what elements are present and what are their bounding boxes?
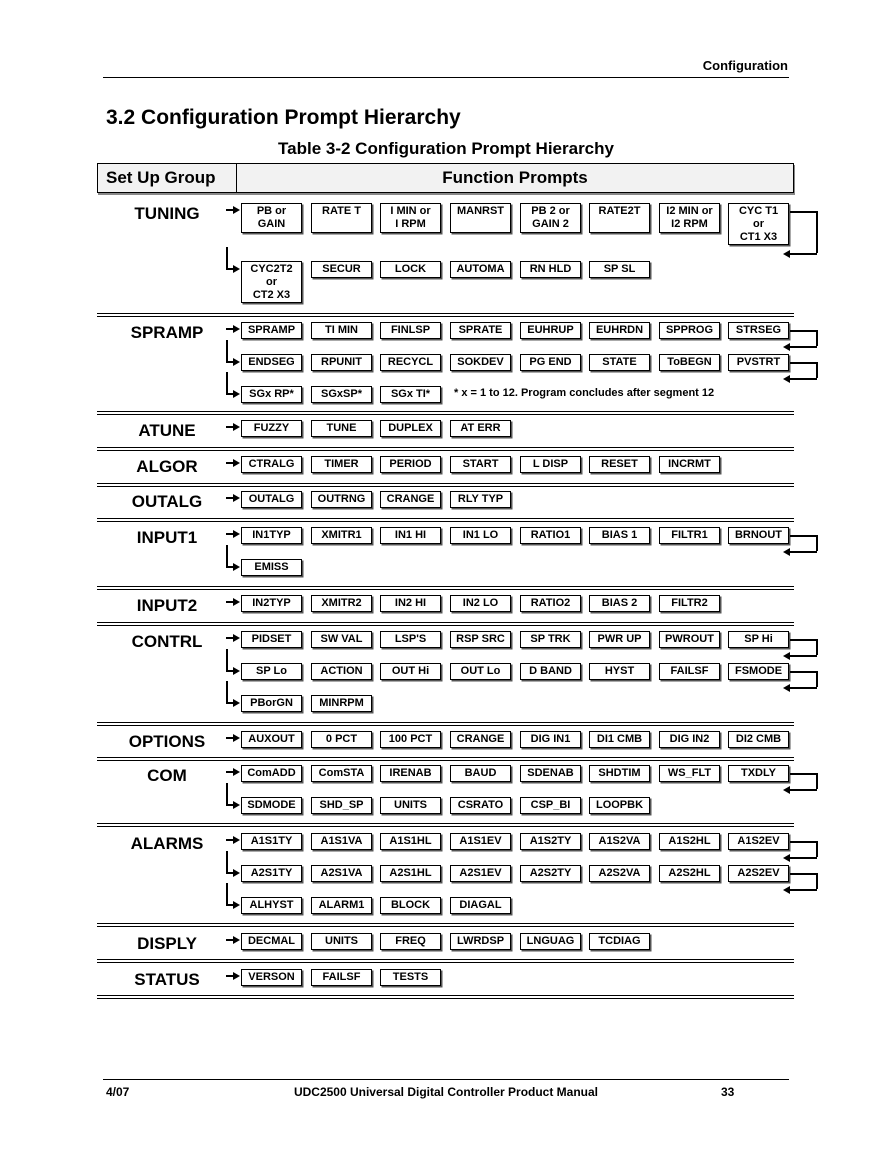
wrap-line-out — [790, 841, 817, 843]
prompt-box: WS_FLT — [659, 765, 720, 782]
entry-arrow-head — [233, 494, 240, 502]
prompt-box: SGx RP* — [241, 386, 302, 403]
group-label: INPUT1 — [136, 528, 198, 547]
wrap-line-out — [790, 873, 817, 875]
prompt-box: IN2TYP — [241, 595, 302, 612]
prompt-box: CYC T1 or CT1 X3 — [728, 203, 789, 245]
wrap-line-down — [816, 671, 818, 687]
table-title — [0, 139, 892, 159]
wrap-line-back — [790, 655, 817, 657]
prompt-box: PIDSET — [241, 631, 302, 648]
prompt-box: MINRPM — [311, 695, 372, 712]
prompt-box: UNITS — [380, 797, 441, 814]
prompt-box: LOOPBK — [589, 797, 650, 814]
wrap-arrow-head — [783, 375, 790, 383]
group-label: ALARMS — [130, 834, 204, 853]
wrap-line-down — [816, 639, 818, 655]
wrap-line-out — [790, 535, 817, 537]
wrap-arrow-head — [783, 652, 790, 660]
prompt-box: A2S1VA — [311, 865, 372, 882]
wrap-arrow-head — [783, 854, 790, 862]
prompt-box: PB 2 or GAIN 2 — [520, 203, 581, 233]
wrap-arrow-head — [783, 343, 790, 351]
prompt-box: ComADD — [241, 765, 302, 782]
wrap-line-back — [790, 857, 817, 859]
prompt-box: IN2 HI — [380, 595, 441, 612]
prompt-box: UNITS — [311, 933, 372, 950]
wrap-line-down — [816, 773, 818, 789]
group-separator — [97, 411, 794, 415]
entry-arrow-head — [233, 423, 240, 431]
footer-rule — [103, 1079, 789, 1080]
prompt-box: MANRST — [450, 203, 511, 233]
prompt-box: A2S2VA — [589, 865, 650, 882]
entry-arrow-head — [233, 768, 240, 776]
wrap-arrow-head — [783, 684, 790, 692]
wrap-line-out — [790, 330, 817, 332]
wrap-line-back — [790, 889, 817, 891]
group-label: OUTALG — [131, 492, 203, 511]
prompt-box: HYST — [589, 663, 650, 680]
prompt-box: IN1 HI — [380, 527, 441, 544]
prompt-box: SOKDEV — [450, 354, 511, 371]
prompt-box: SHDTIM — [589, 765, 650, 782]
prompt-box: FREQ — [380, 933, 441, 950]
prompt-box: A1S2VA — [589, 833, 650, 850]
entry-arrow-head — [233, 936, 240, 944]
prompt-box: PB or GAIN — [241, 203, 302, 233]
continuation-arrow-head — [233, 358, 240, 366]
prompt-box: SGxSP* — [311, 386, 372, 403]
entry-arrow-head — [233, 459, 240, 467]
prompt-box: CRANGE — [380, 491, 441, 508]
prompt-box: SPRATE — [450, 322, 511, 339]
prompt-box: STRSEG — [728, 322, 789, 339]
continuation-line-v — [226, 340, 228, 362]
prompt-box: LNGUAG — [520, 933, 581, 950]
wrap-line-out — [790, 773, 817, 775]
col-header-function-prompts: Function Prompts — [442, 168, 588, 187]
prompt-box: RESET — [589, 456, 650, 473]
prompt-box: SP Lo — [241, 663, 302, 680]
group-separator — [97, 959, 794, 963]
wrap-arrow-head — [783, 250, 790, 258]
wrap-line-back — [790, 789, 817, 791]
wrap-line-down — [816, 362, 818, 378]
wrap-arrow-head — [783, 886, 790, 894]
group-separator — [97, 995, 794, 999]
prompt-box: TUNE — [311, 420, 372, 437]
prompt-box: ALARM1 — [311, 897, 372, 914]
prompt-box: ComSTA — [311, 765, 372, 782]
continuation-arrow-head — [233, 801, 240, 809]
prompt-box: SP TRK — [520, 631, 581, 648]
wrap-line-back — [790, 687, 817, 689]
group-separator — [97, 923, 794, 927]
continuation-line-v — [226, 681, 228, 703]
prompt-box: A2S1EV — [450, 865, 511, 882]
continuation-line-v — [226, 545, 228, 567]
table-title-text: Table 3-2 Configuration Prompt Hierarchy — [278, 139, 614, 158]
prompt-box: DIG IN2 — [659, 731, 720, 748]
prompt-box: PG END — [520, 354, 581, 371]
prompt-box: IN1 LO — [450, 527, 511, 544]
prompt-box: CRANGE — [450, 731, 511, 748]
group-label: ALGOR — [136, 457, 198, 476]
prompt-box: IN1TYP — [241, 527, 302, 544]
entry-arrow-head — [233, 734, 240, 742]
prompt-box: A1S1TY — [241, 833, 302, 850]
prompt-box: START — [450, 456, 511, 473]
wrap-line-out — [790, 671, 817, 673]
wrap-line-back — [790, 551, 817, 553]
prompt-box: STATE — [589, 354, 650, 371]
group-label: INPUT2 — [136, 596, 198, 615]
prompt-box: BIAS 2 — [589, 595, 650, 612]
prompt-box: XMITR2 — [311, 595, 372, 612]
prompt-box: RPUNIT — [311, 354, 372, 371]
continuation-line-v — [226, 783, 228, 805]
wrap-line-down — [816, 211, 818, 253]
prompt-box: SGx TI* — [380, 386, 441, 403]
wrap-line-back — [790, 346, 817, 348]
prompt-box: PWR UP — [589, 631, 650, 648]
prompt-box: TESTS — [380, 969, 441, 986]
prompt-box: FILTR1 — [659, 527, 720, 544]
prompt-box: A2S2TY — [520, 865, 581, 882]
wrap-line-down — [816, 330, 818, 346]
entry-arrow-head — [233, 325, 240, 333]
entry-arrow-head — [233, 598, 240, 606]
prompt-box: DI2 CMB — [728, 731, 789, 748]
wrap-arrow-head — [783, 548, 790, 556]
prompt-box: RATIO1 — [520, 527, 581, 544]
entry-arrow-head — [233, 206, 240, 214]
prompt-box: RATE2T — [589, 203, 650, 233]
header-rule — [103, 77, 789, 78]
prompt-box: OUT Hi — [380, 663, 441, 680]
footnote: * x = 1 to 12. Program concludes after segment 12 — [454, 387, 715, 399]
prompt-box: RECYCL — [380, 354, 441, 371]
group-label: CONTRL — [131, 632, 203, 651]
prompt-box: AUXOUT — [241, 731, 302, 748]
entry-arrow-head — [233, 530, 240, 538]
group-separator — [97, 622, 794, 626]
prompt-box: TIMER — [311, 456, 372, 473]
prompt-box: TXDLY — [728, 765, 789, 782]
prompt-box: PBorGN — [241, 695, 302, 712]
prompt-box: SDMODE — [241, 797, 302, 814]
prompt-box: SHD_SP — [311, 797, 372, 814]
group-label: DISPLY — [137, 934, 197, 953]
prompt-box: DECMAL — [241, 933, 302, 950]
prompt-box: A2S1HL — [380, 865, 441, 882]
prompt-box: BIAS 1 — [589, 527, 650, 544]
prompt-box: A1S1EV — [450, 833, 511, 850]
prompt-box: CYC2T2 or CT2 X3 — [241, 261, 302, 303]
prompt-box: FAILSF — [311, 969, 372, 986]
footer-title: UDC2500 Universal Digital Controller Product Manual — [293, 1085, 599, 1099]
continuation-arrow-head — [233, 869, 240, 877]
prompt-box: TI MIN — [311, 322, 372, 339]
prompt-box: SW VAL — [311, 631, 372, 648]
continuation-line-v — [226, 649, 228, 671]
prompt-box: IN2 LO — [450, 595, 511, 612]
prompt-box: LSP'S — [380, 631, 441, 648]
section-title: 3.2 Configuration Prompt Hierarchy — [106, 106, 461, 129]
prompt-box: SECUR — [311, 261, 372, 278]
wrap-line-out — [790, 639, 817, 641]
prompt-box: PWROUT — [659, 631, 720, 648]
prompt-box: RLY TYP — [450, 491, 511, 508]
footer-date: 4/07 — [106, 1085, 130, 1099]
prompt-box: RATE T — [311, 203, 372, 233]
prompt-box: PERIOD — [380, 456, 441, 473]
prompt-box: A1S1VA — [311, 833, 372, 850]
prompt-box: LOCK — [380, 261, 441, 278]
group-label: OPTIONS — [128, 732, 206, 751]
group-separator — [97, 823, 794, 827]
prompt-box: SP SL — [589, 261, 650, 278]
prompt-box: BAUD — [450, 765, 511, 782]
prompt-box: CSP_BI — [520, 797, 581, 814]
entry-arrow-head — [233, 836, 240, 844]
group-label: TUNING — [134, 204, 200, 223]
prompt-box: DIAGAL — [450, 897, 511, 914]
prompt-box: RATIO2 — [520, 595, 581, 612]
prompt-box: ToBEGN — [659, 354, 720, 371]
prompt-box: AT ERR — [450, 420, 511, 437]
prompt-box: SPPROG — [659, 322, 720, 339]
prompt-box: CSRATO — [450, 797, 511, 814]
continuation-arrow-head — [233, 699, 240, 707]
prompt-box: IRENAB — [380, 765, 441, 782]
prompt-box: L DISP — [520, 456, 581, 473]
prompt-box: A2S2HL — [659, 865, 720, 882]
prompt-box: RN HLD — [520, 261, 581, 278]
prompt-box: A2S2EV — [728, 865, 789, 882]
prompt-box: EUHRUP — [520, 322, 581, 339]
continuation-arrow-head — [233, 563, 240, 571]
continuation-arrow-head — [233, 901, 240, 909]
prompt-box: EMISS — [241, 559, 302, 576]
prompt-box: ACTION — [311, 663, 372, 680]
prompt-box: A1S1HL — [380, 833, 441, 850]
prompt-box: 100 PCT — [380, 731, 441, 748]
prompt-box: ENDSEG — [241, 354, 302, 371]
prompt-box: OUTRNG — [311, 491, 372, 508]
entry-arrow-head — [233, 972, 240, 980]
prompt-box: XMITR1 — [311, 527, 372, 544]
prompt-box: A2S1TY — [241, 865, 302, 882]
prompt-box: VERSON — [241, 969, 302, 986]
prompt-box: LWRDSP — [450, 933, 511, 950]
wrap-line-out — [790, 362, 817, 364]
prompt-box: EUHRDN — [589, 322, 650, 339]
prompt-box: A1S2HL — [659, 833, 720, 850]
prompt-box: DI1 CMB — [589, 731, 650, 748]
col-header-setup-group: Set Up Group — [98, 164, 237, 192]
continuation-arrow-head — [233, 667, 240, 675]
footer-page-number: 33 — [721, 1085, 735, 1099]
group-label: ATUNE — [138, 421, 196, 440]
prompt-box: OUTALG — [241, 491, 302, 508]
prompt-box: TCDIAG — [589, 933, 650, 950]
prompt-box: 0 PCT — [311, 731, 372, 748]
continuation-line-v — [226, 247, 228, 269]
wrap-line-back — [790, 253, 817, 255]
prompt-box: FILTR2 — [659, 595, 720, 612]
prompt-box: A1S2TY — [520, 833, 581, 850]
wrap-line-down — [816, 873, 818, 889]
prompt-box: FAILSF — [659, 663, 720, 680]
group-separator — [97, 313, 794, 317]
group-separator — [97, 722, 794, 726]
prompt-box: FINLSP — [380, 322, 441, 339]
prompt-box: INCRMT — [659, 456, 720, 473]
group-label: SPRAMP — [130, 323, 204, 342]
prompt-box: DIG IN1 — [520, 731, 581, 748]
continuation-line-v — [226, 851, 228, 873]
prompt-box: PVSTRT — [728, 354, 789, 371]
prompt-box: ALHYST — [241, 897, 302, 914]
prompt-box: BRNOUT — [728, 527, 789, 544]
prompt-box: SDENAB — [520, 765, 581, 782]
continuation-arrow-head — [233, 265, 240, 273]
group-separator — [97, 518, 794, 522]
wrap-line-down — [816, 841, 818, 857]
prompt-box: A1S2EV — [728, 833, 789, 850]
continuation-arrow-head — [233, 390, 240, 398]
wrap-line-back — [790, 378, 817, 380]
prompt-box: I2 MIN or I2 RPM — [659, 203, 720, 233]
continuation-line-v — [226, 883, 228, 905]
prompt-box: SPRAMP — [241, 322, 302, 339]
running-header: Configuration — [702, 58, 788, 73]
prompt-box: BLOCK — [380, 897, 441, 914]
wrap-arrow-head — [783, 786, 790, 794]
continuation-line-v — [226, 372, 228, 394]
wrap-line-down — [816, 535, 818, 551]
entry-arrow-head — [233, 634, 240, 642]
prompt-box: FUZZY — [241, 420, 302, 437]
prompt-box: RSP SRC — [450, 631, 511, 648]
prompt-box: OUT Lo — [450, 663, 511, 680]
group-label: STATUS — [134, 970, 200, 989]
prompt-box: I MIN or I RPM — [380, 203, 441, 233]
group-separator — [97, 483, 794, 487]
prompt-box: D BAND — [520, 663, 581, 680]
table-header — [97, 163, 794, 193]
group-separator — [97, 586, 794, 590]
prompt-box: CTRALG — [241, 456, 302, 473]
prompt-box: DUPLEX — [380, 420, 441, 437]
wrap-line-out — [790, 211, 817, 213]
group-separator — [97, 757, 794, 761]
group-label: COM — [147, 766, 187, 785]
prompt-box: SP Hi — [728, 631, 789, 648]
group-separator — [97, 447, 794, 451]
prompt-box: FSMODE — [728, 663, 789, 680]
prompt-box: AUTOMA — [450, 261, 511, 278]
